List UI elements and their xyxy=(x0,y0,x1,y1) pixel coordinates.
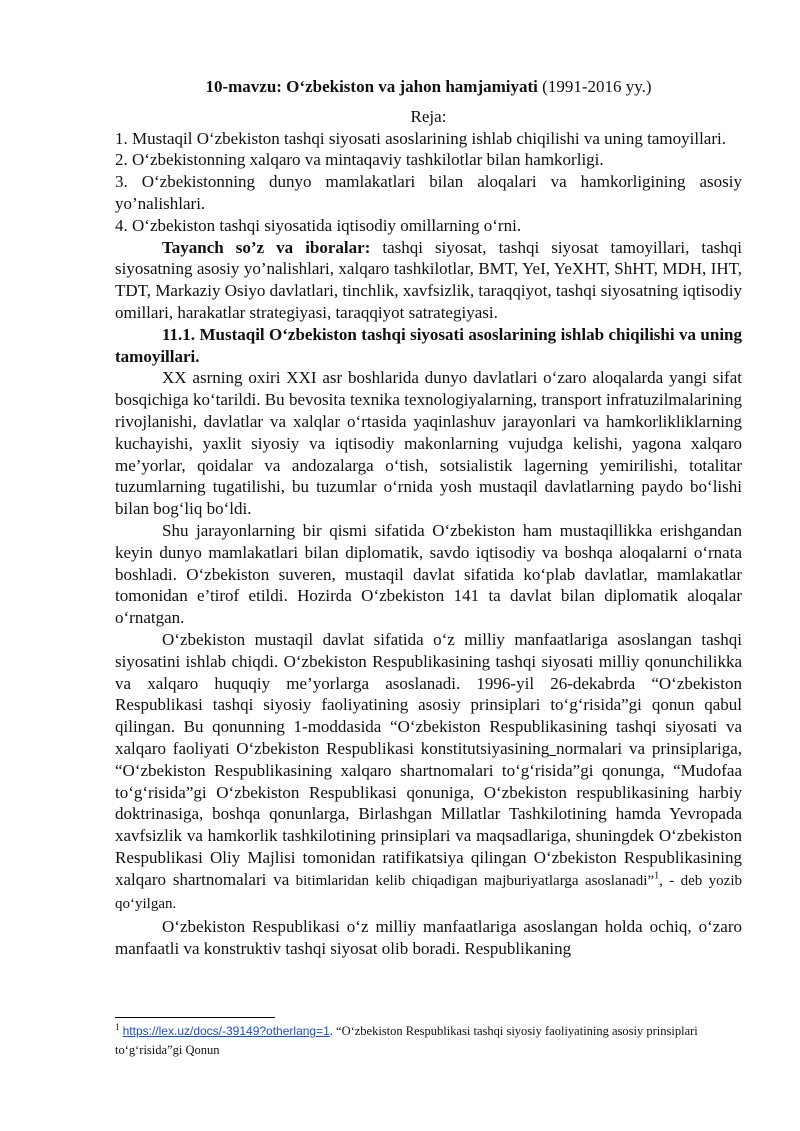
paragraph-3-part-a: O‘zbekiston mustaqil davlat sifatida o‘z milliy manfaatlariga asoslangan tashqi siyosatini ishlab chiqdi. O‘zbekiston Respublikasining tashqi siyosati milliy qonunchilikka va xalqaro huquqiy me’yorlarga asoslanadi. 1996-yil 26-dekabrda “O‘zbekiston Respublikasi tashqi siyosiy faoliyatining asosiy prinsiplari to‘g‘risida”gi qonun qabul qilingan. Bu qonunning 1-moddasida “O‘zbekiston Respublikasining tashqi siyosati va xalqaro faoliyati O‘zbekiston Respublikasi konstitutsiyasining xyxy=(115,629,742,758)
plan-item-1: 1. Mustaqil O‘zbekiston tashqi siyosati asoslarining ishlab chiqilishi va uning tamoyillari. xyxy=(115,128,726,148)
footnote-link[interactable]: https://lex.uz/docs/-39149?otherlang=1 xyxy=(122,1024,330,1038)
footnote-reference[interactable]: 1 xyxy=(654,870,660,882)
plan-heading: Reja: xyxy=(410,106,447,126)
paragraph-1: XX asrning oxiri XXI asr boshlarida dunyo davlatlari o‘zaro aloqalarda yangi sifat bosqichiga ko‘tarildi. Bu bevosita texnika texnologiyalarning, transport infratuzilmalarining rivojlanishi, davlatlar va xalqlar o‘rtasida yaqinlashuv jarayonlari va hamkorlikliklarning kuchayishi, yaxlit siyosiy va iqtisodiy makonlarning vujudga kelishi, yagona xalqaro me’yorlar, qoidalar va andozalarga o‘tish, sotsialistik lagerning yemirilishi, totalitar tuzumlarning tugatilishi, bu tuzumlar o‘rnida yosh mustaqil davlatlarning paydo bo‘lishi bilan bog‘liq bo‘ldi. xyxy=(115,368,742,519)
title-years: (1991-2016 yy.) xyxy=(537,77,652,96)
paragraph-3-part-b: normalari va prinsiplariga, “O‘zbekiston Respublikasining xalqaro shartnomalari to‘g‘risida”gi qonunga, “Mudofaa to‘g‘risida”gi O‘zbekiston Respublikasi qonuniga, O‘zbekiston respublikasining harbiy doktrinasiga, boshqa qonunlarga, Birlashgan Millatlar Tashkilotining hamda Yevropada xavfsizlik va hamkorlik tashkilotining prinsiplari va maqsadlariga, shuningdek O‘zbekiston Respublikasi Oliy Majlisi tomonidan ratifikatsiya qilingan O‘zbekiston Respublikasining xalqaro shartnomalari va xyxy=(115,738,742,889)
plan-item-3: 3. O‘zbekistonning dunyo mamlakatlari bilan aloqalari va hamkorligining asosiy yo’nalishlari. xyxy=(115,172,742,213)
page-title xyxy=(115,76,742,98)
title-bold: 10-mavzu: O‘zbekiston va jahon hamjamiyati xyxy=(205,77,538,96)
plan-item-2: 2. O‘zbekistonning xalqaro va mintaqaviy tashkilotlar bilan hamkorligi. xyxy=(115,150,604,170)
paragraph-3-end: , - deb yozib qo‘yilgan. xyxy=(115,872,742,913)
plan-item-4: 4. O‘zbekiston tashqi siyosatida iqtisodiy omillarning o‘rni. xyxy=(115,215,522,235)
paragraph-2: Shu jarayonlarning bir qismi sifatida O‘zbekiston ham mustaqillikka erishgandan keyin dunyo mamlakatlari bilan diplomatik, savdo iqtisodiy va boshqa aloqalarni o‘rnata boshladi. O‘zbekiston suveren, mustaqil davlat sifatida ko‘plab davlatlar, mamlakatlar tomonidan e’tirof etildi. Hozirda O‘zbekiston 141 ta davlat bilan diplomatik aloqalar o‘rnatgan. xyxy=(115,520,742,628)
keywords-label: Tayanch so’z va iboralar: xyxy=(162,237,371,257)
footnote xyxy=(115,1022,715,1060)
keywords-text: tashqi siyosat, tashqi siyosat tamoyillari, tashqi siyosatning asosiy yo’nalishlari, xalqaro tashkilotlar, BMT, YeI, YeXHT, ShHT, MDH, IHT, TDT, Markaziy Osiyo davlatlari, tinchlik, xavfsizlik, taraqqiyot, tashqi siyosatning iqtisodiy omillari, harakatlar strategiyasi, taraqqiyot satrategiyasi. xyxy=(115,237,742,322)
footnote-mark: 1 xyxy=(115,1021,120,1032)
paragraph-4: O‘zbekiston Respublikasi o‘z milliy manfaatlariga asoslangan holda ochiq, o‘zaro manfaatli va konstruktiv tashqi siyosat olib boradi. Respublikaning xyxy=(115,917,742,959)
keywords-paragraph xyxy=(115,237,742,324)
paragraph-3-small-text: bitimlaridan kelib chiqadigan majburiyatlarga asoslanadi” xyxy=(289,872,655,889)
section-heading: 11.1. Mustaqil O‘zbekiston tashqi siyosati asoslarining ishlab chiqilishi va uning tamoyillari. xyxy=(115,324,742,366)
footnote-divider xyxy=(115,1017,275,1018)
document-page xyxy=(115,76,742,960)
footnote-text: . “O‘zbekiston Respublikasi tashqi siyosiy faoliyatining asosiy prinsiplari to‘g‘risida”gi Qonun xyxy=(115,1024,698,1057)
paragraph-3 xyxy=(115,629,742,916)
